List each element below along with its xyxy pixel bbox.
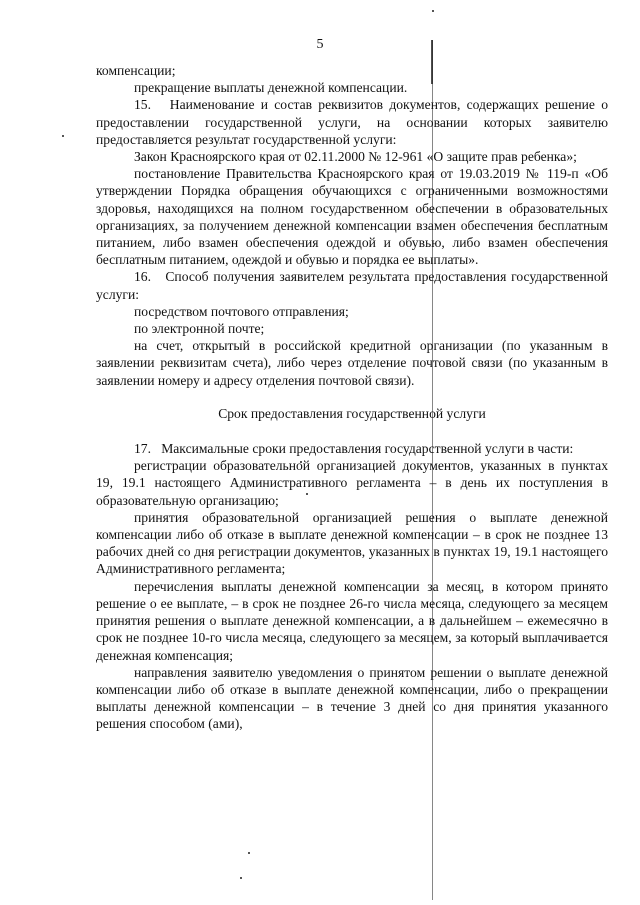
paragraph-item-16: 16. Способ получения заявителем результата предоставления государственной услуги: (96, 269, 608, 302)
paragraph: регистрации образовательной организацией документов, указанных в пунктах 19, 19.1 настоящего Административного регламента – в день их поступления в образовательную организацию; (96, 458, 608, 508)
paragraph-item-15: 15. Наименование и состав реквизитов документов, содержащих решение о предоставлении государственной услуги, на основании которых заявителю предоставляется результат государственной услуги: (96, 97, 608, 147)
paragraph: направления заявителю уведомления о принятом решении о выплате денежной компенсации либо об отказе в выплате денежной компенсации, либо о прекращении выплаты денежной компенсации – в течение 3 дней со дня принятия указанного решения способом (ами), (96, 664, 608, 732)
paragraph: принятия образовательной организацией решения о выплате денежной компенсации либо об отказе в выплате денежной компенсации – в срок не позднее 13 рабочих дней со дня регистрации документов, указанных в пунктах 19, 19.1 настоящего Административного регламента; (96, 509, 608, 577)
paragraph: посредством почтового отправления; (134, 303, 349, 319)
paragraph: компенсации; (96, 63, 176, 78)
paragraph: перечисления выплаты денежной компенсации за месяц, в котором принято решение о ее выплате, – в срок не позднее 26-го числа месяца, следующего за месяцем принятия решения о выплате денежной компенсации, а в дальнейшем – ежемесячно в срок не позднее 10-го числа месяца, следующего за месяцем, за который выплачивается денежная компенсация; (96, 578, 608, 663)
scan-speck (62, 135, 64, 137)
paragraph: по электронной почте; (134, 321, 265, 337)
paragraph: на счет, открытый в российской кредитной организации (по указанным в заявлении реквизитам счета), либо через отделение почтовой связи (по указанным в заявлении номеру и адресу отделения почтовой связи). (96, 338, 608, 388)
paragraph: Закон Красноярского края от 02.11.2000 № 12-961 «О защите прав ребенка»; (134, 149, 577, 165)
section-heading: Срок предоставления государственной услуги (218, 405, 486, 421)
document-body (96, 62, 608, 733)
paragraph: прекращение выплаты денежной компенсации. (134, 80, 408, 96)
paragraph: постановление Правительства Красноярского края от 19.03.2019 № 119-п «Об утверждении Порядка обращения обучающихся с ограниченными возможностями здоровья, находящихся на полном государственном обеспечении в образовательных организациях, за получением денежной компенсации взамен обеспечения бесплатным питанием, либо взамен обеспечения одеждой и обувью, либо взамен обеспечения бесплатным питанием, одеждой и обувью и порядка ее выплаты». (96, 166, 608, 268)
scan-speck (240, 877, 242, 879)
scan-speck (432, 10, 434, 12)
page-number: 5 (316, 37, 324, 52)
paragraph-item-17: 17. Максимальные сроки предоставления государственной услуги в части: (134, 441, 574, 457)
scan-speck (248, 852, 250, 854)
